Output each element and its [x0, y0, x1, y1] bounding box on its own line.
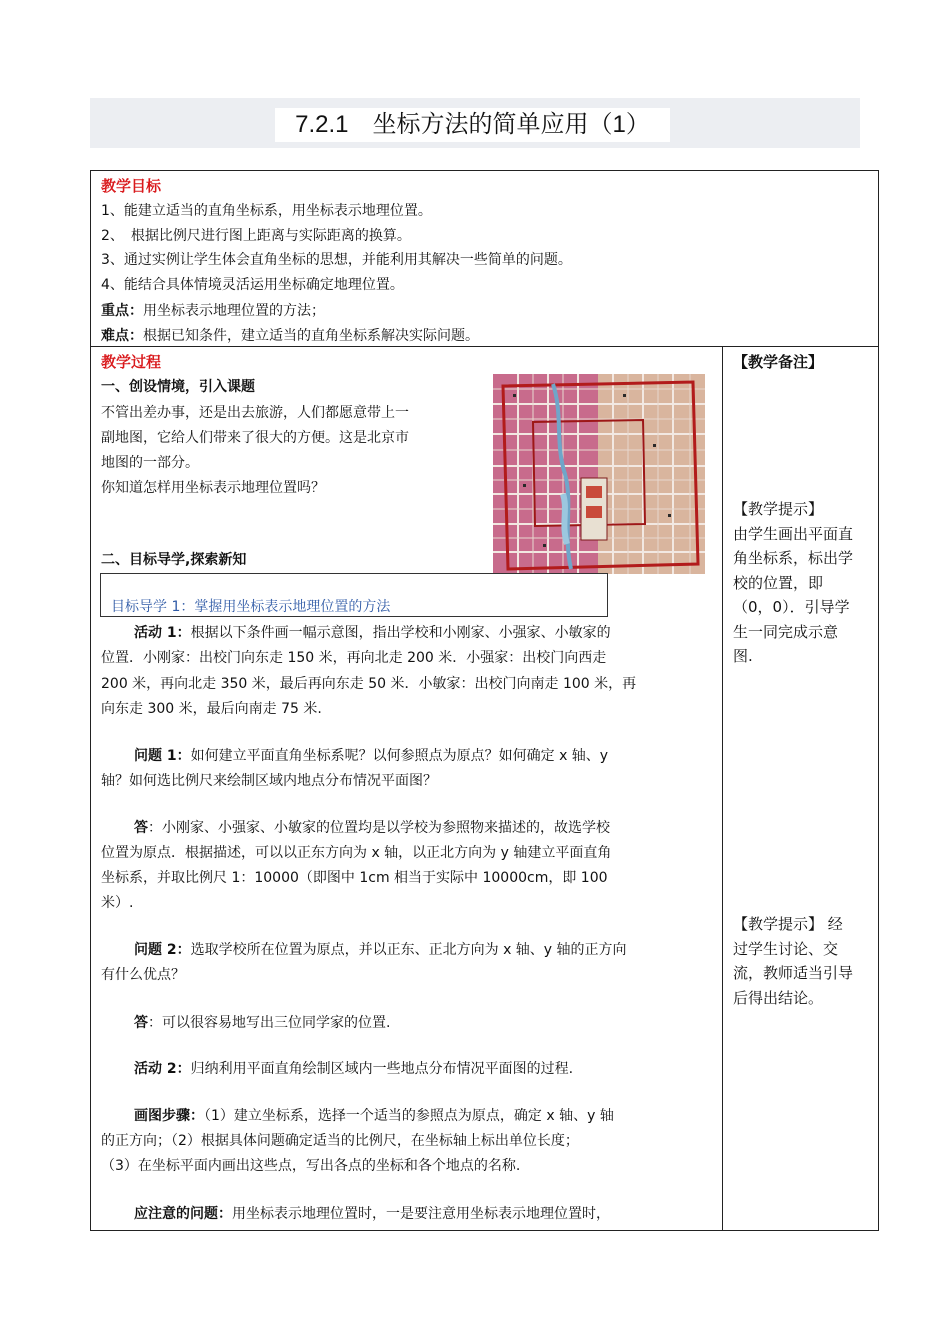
column-divider	[722, 347, 723, 1230]
tip2-line: 后得出结论。	[733, 988, 824, 1007]
difficulty-point	[101, 326, 479, 346]
answer1-line: 坐标系，并取比例尺 1：10000（即图中 1cm 相当于实际中 10000cm，即 100	[101, 870, 608, 886]
page-title: 7.2.1 坐标方法的简单应用（1）	[275, 108, 670, 142]
section1-title: 一、创设情境，引入课题	[101, 379, 255, 395]
key-label: 重点：	[101, 303, 143, 319]
objective-item: 4、能结合具体情境灵活运用坐标确定地理位置。	[101, 277, 404, 293]
objective-item: 1、能建立适当的直角坐标系，用坐标表示地理位置。	[101, 203, 432, 219]
tip2-line: 流，教师适当引导	[733, 964, 854, 982]
tip2-line: 过学生讨论、交	[733, 939, 839, 958]
a2-text: ：可以很容易地写出三位同学家的位置.	[148, 1015, 391, 1031]
section1-line: 副地图，它给人们带来了很大的方便。这是北京市	[101, 430, 409, 446]
section2-title: 二、目标导学,探索新知	[101, 552, 247, 568]
section1-line: 地图的一部分。	[101, 455, 199, 471]
teaching-tip-1	[733, 497, 853, 669]
activity1-label: 活动 1：	[134, 625, 191, 641]
notes-label: 应注意的问题：	[134, 1206, 232, 1222]
tip1-line: 【教学提示】	[733, 500, 824, 518]
objective-item: 3、通过实例让学生体会直角坐标的思想，并能利用其解决一些简单的问题。	[101, 252, 572, 268]
question2-line: 有什么优点？	[101, 967, 185, 983]
tip1-line: 由学生画出平面直	[733, 524, 854, 543]
tip1-line: 校的位置，即	[733, 573, 824, 592]
answer1-line	[134, 818, 610, 838]
activity1-line: 200 米，再向北走 350 米，最后再向东走 50 米．小敏家：出校门向南走 100 米，再	[101, 676, 637, 692]
activity2-line	[134, 1059, 573, 1079]
section1-line: 你知道怎样用坐标表示地理位置吗？	[101, 480, 325, 496]
section1-line: 不管出差办事，还是出去旅游，人们都愿意带上一	[101, 405, 409, 421]
question2-line	[134, 940, 627, 960]
activity2-text: 归纳利用平面直角绘制区域内一些地点分布情况平面图的过程.	[190, 1061, 574, 1077]
steps-line	[134, 1106, 614, 1126]
objective-item: 2、 根据比例尺进行图上距离与实际距离的换算。	[101, 228, 411, 244]
notes-text: 用坐标表示地理位置时，一是要注意用坐标表示地理位置时，	[232, 1206, 610, 1222]
question1-line: 轴？如何选比例尺来绘制区域内地点分布情况平面图？	[101, 773, 437, 789]
steps-line: （3）在坐标平面内画出这些点，写出各点的坐标和各个地点的名称.	[101, 1158, 521, 1174]
q1-text: 如何建立平面直角坐标系呢？以何参照点为原点？如何确定 x 轴、y	[190, 748, 609, 764]
q2-text: 选取学校所在位置为原点，并以正东、正北方向为 x 轴、y 轴的正方向	[190, 942, 627, 958]
difficulty-text: 根据已知条件，建立适当的直角坐标系解决实际问题。	[143, 328, 479, 344]
steps-line: 的正方向；（2）根据具体问题确定适当的比例尺，在坐标轴上标出单位长度；	[101, 1133, 579, 1149]
a2-label: 答	[134, 1015, 148, 1031]
key-text: 用坐标表示地理位置的方法；	[143, 303, 325, 319]
activity2-label: 活动 2：	[134, 1061, 191, 1077]
q2-label: 问题 2：	[134, 942, 191, 958]
steps-label: 画图步骤：	[134, 1108, 204, 1124]
answer2-line	[134, 1013, 390, 1033]
activity1-line: 位置．小刚家：出校门向东走 150 米，再向北走 200 米．小强家：出校门向西走	[101, 650, 607, 666]
remarks-heading: 【教学备注】	[733, 353, 824, 371]
notes-line	[134, 1204, 610, 1224]
objectives-heading: 教学目标	[101, 177, 162, 195]
goal1-text: 目标导学 1：掌握用坐标表示地理位置的方法	[111, 599, 391, 615]
activity1-text: 根据以下条件画一幅示意图，指出学校和小刚家、小强家、小敏家的	[190, 625, 611, 641]
question1-line	[134, 746, 608, 766]
tip1-line: （0，0）．引导学	[733, 598, 850, 616]
a1-text: ：小刚家、小强家、小敏家的位置均是以学校为参照物来描述的，故选学校	[148, 820, 610, 836]
process-heading: 教学过程	[101, 353, 162, 371]
teaching-tip-2	[733, 912, 853, 1010]
activity1-line: 向东走 300 米，最后向南走 75 米.	[101, 701, 322, 717]
answer1-line: 米）.	[101, 895, 134, 911]
tip2-line: 【教学提示】 经	[733, 915, 843, 933]
activity1-line	[134, 623, 611, 643]
steps-text: （1）建立坐标系，选择一个适当的参照点为原点，确定 x 轴、y 轴	[204, 1108, 614, 1124]
beijing-map-image	[493, 374, 705, 574]
tip1-line: 图.	[733, 647, 753, 665]
difficulty-label: 难点：	[101, 328, 143, 344]
a1-label: 答	[134, 820, 148, 836]
table-divider	[91, 346, 878, 347]
answer1-line: 位置为原点．根据描述，可以以正东方向为 x 轴，以正北方向为 y 轴建立平面直角	[101, 845, 612, 861]
tip1-line: 生一同完成示意	[733, 622, 839, 641]
key-point	[101, 301, 325, 321]
q1-label: 问题 1：	[134, 748, 191, 764]
tip1-line: 角坐标系，标出学	[733, 549, 854, 567]
